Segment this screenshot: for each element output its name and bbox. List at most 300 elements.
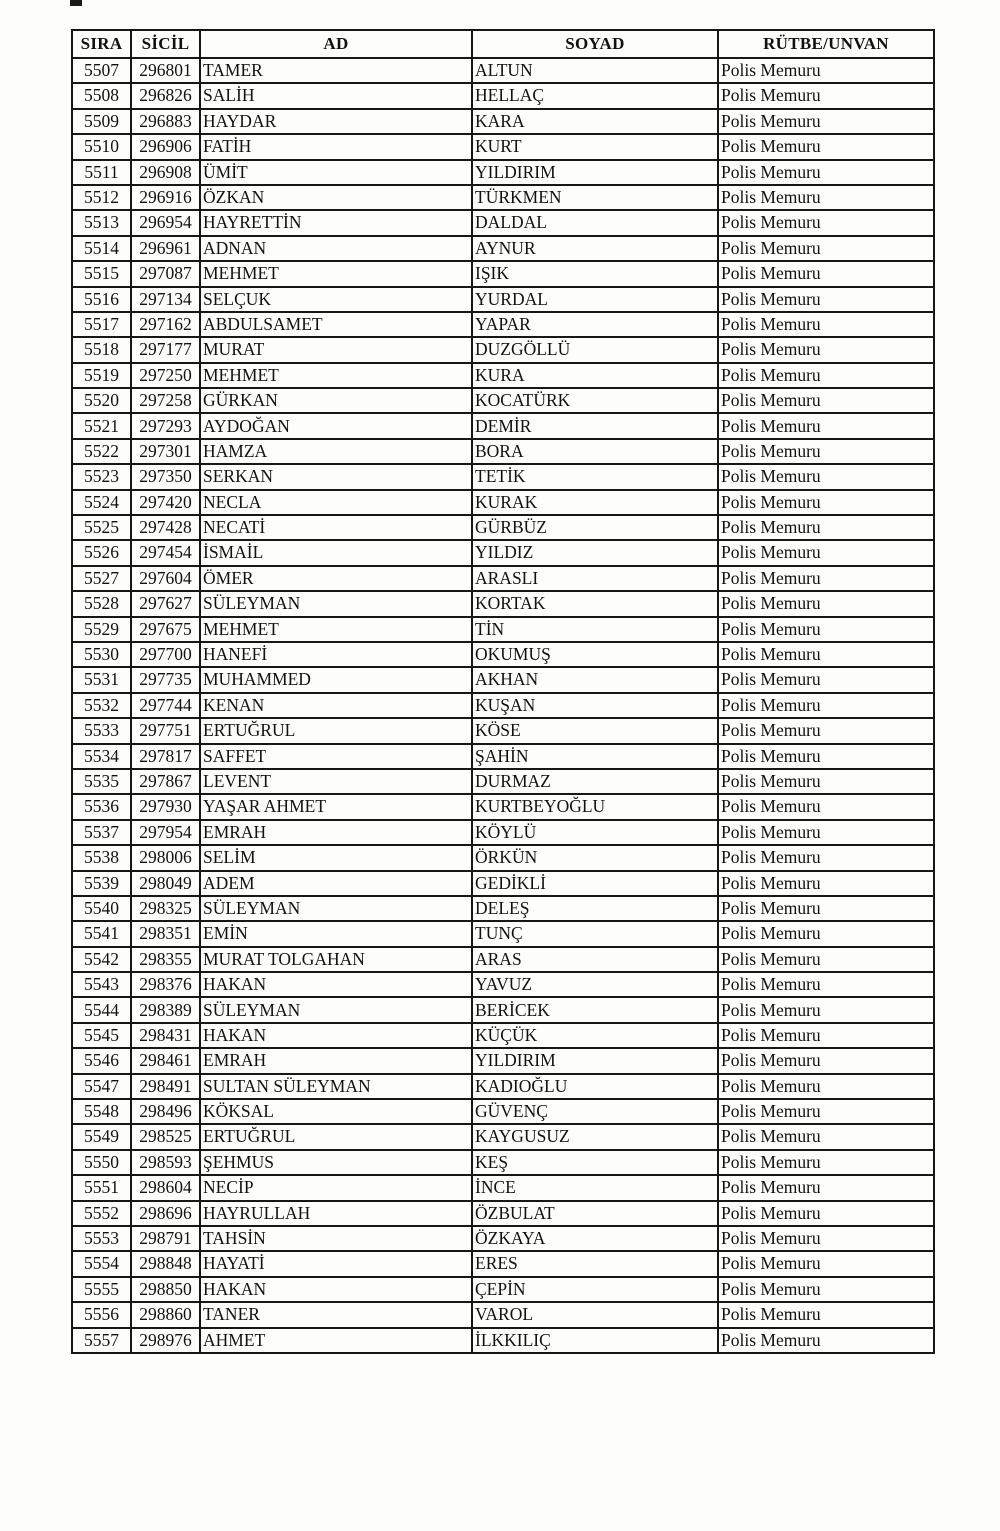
cell-ad: MURAT [200, 337, 472, 362]
table-row [72, 337, 934, 362]
table-row [72, 58, 934, 83]
header-row [72, 30, 934, 58]
cell-rutbe: Polis Memuru [718, 337, 934, 362]
cell-ad: SAFFET [200, 744, 472, 769]
cell-ad: ABDULSAMET [200, 312, 472, 337]
cell-soyad: YILDIRIM [472, 160, 718, 185]
cell-soyad: DEMİR [472, 413, 718, 438]
personnel-table [71, 29, 935, 1354]
cell-sira: 5526 [72, 540, 131, 565]
table-row [72, 1150, 934, 1175]
cell-rutbe: Polis Memuru [718, 287, 934, 312]
cell-soyad: DELEŞ [472, 896, 718, 921]
cell-soyad: KURT [472, 134, 718, 159]
table-row [72, 921, 934, 946]
cell-rutbe: Polis Memuru [718, 947, 934, 972]
cell-sira: 5522 [72, 439, 131, 464]
cell-sicil: 298593 [131, 1150, 200, 1175]
table-row [72, 972, 934, 997]
cell-sicil: 298431 [131, 1023, 200, 1048]
cell-ad: HANEFİ [200, 642, 472, 667]
table-row [72, 287, 934, 312]
cell-sira: 5556 [72, 1302, 131, 1327]
cell-ad: MEHMET [200, 363, 472, 388]
cell-sira: 5532 [72, 693, 131, 718]
cell-sicil: 297930 [131, 794, 200, 819]
cell-soyad: KURTBEYOĞLU [472, 794, 718, 819]
cell-sira: 5549 [72, 1124, 131, 1149]
cell-soyad: KEŞ [472, 1150, 718, 1175]
cell-rutbe: Polis Memuru [718, 490, 934, 515]
cell-rutbe: Polis Memuru [718, 566, 934, 591]
column-header-ad: AD [200, 30, 472, 58]
cell-sicil: 297420 [131, 490, 200, 515]
cell-rutbe: Polis Memuru [718, 439, 934, 464]
cell-sicil: 298355 [131, 947, 200, 972]
cell-sira: 5507 [72, 58, 131, 83]
table-row [72, 896, 934, 921]
cell-sira: 5509 [72, 109, 131, 134]
table-row [72, 439, 934, 464]
cell-ad: SÜLEYMAN [200, 591, 472, 616]
cell-ad: MUHAMMED [200, 667, 472, 692]
cell-sicil: 298049 [131, 871, 200, 896]
cell-rutbe: Polis Memuru [718, 667, 934, 692]
table-row [72, 83, 934, 108]
cell-ad: FATİH [200, 134, 472, 159]
cell-sira: 5542 [72, 947, 131, 972]
column-header-soyad: SOYAD [472, 30, 718, 58]
table-row [72, 540, 934, 565]
cell-soyad: KÖSE [472, 718, 718, 743]
cell-ad: KÖKSAL [200, 1099, 472, 1124]
cell-ad: TANER [200, 1302, 472, 1327]
table-row [72, 591, 934, 616]
cell-rutbe: Polis Memuru [718, 185, 934, 210]
cell-sicil: 297751 [131, 718, 200, 743]
cell-sicil: 296906 [131, 134, 200, 159]
cell-ad: MURAT TOLGAHAN [200, 947, 472, 972]
cell-soyad: YILDIZ [472, 540, 718, 565]
cell-soyad: GÜRBÜZ [472, 515, 718, 540]
cell-ad: NECLA [200, 490, 472, 515]
table-row [72, 871, 934, 896]
table-header [72, 30, 934, 58]
cell-sicil: 297817 [131, 744, 200, 769]
table-row [72, 464, 934, 489]
table-row [72, 413, 934, 438]
cell-rutbe: Polis Memuru [718, 744, 934, 769]
cell-rutbe: Polis Memuru [718, 210, 934, 235]
cell-sicil: 298461 [131, 1048, 200, 1073]
cell-soyad: DURMAZ [472, 769, 718, 794]
cell-rutbe: Polis Memuru [718, 693, 934, 718]
scan-artifact [70, 0, 82, 6]
cell-soyad: BORA [472, 439, 718, 464]
cell-soyad: KAYGUSUZ [472, 1124, 718, 1149]
cell-sicil: 296961 [131, 236, 200, 261]
table-row [72, 109, 934, 134]
cell-soyad: GÜVENÇ [472, 1099, 718, 1124]
cell-soyad: GEDİKLİ [472, 871, 718, 896]
table-row [72, 1124, 934, 1149]
cell-sicil: 297744 [131, 693, 200, 718]
cell-rutbe: Polis Memuru [718, 363, 934, 388]
cell-rutbe: Polis Memuru [718, 540, 934, 565]
table-row [72, 820, 934, 845]
table-row [72, 160, 934, 185]
cell-sira: 5519 [72, 363, 131, 388]
table-row [72, 1251, 934, 1276]
cell-soyad: DUZGÖLLÜ [472, 337, 718, 362]
cell-ad: HAKAN [200, 972, 472, 997]
cell-rutbe: Polis Memuru [718, 921, 934, 946]
cell-ad: NECATİ [200, 515, 472, 540]
cell-sira: 5521 [72, 413, 131, 438]
column-header-sira: SIRA [72, 30, 131, 58]
cell-rutbe: Polis Memuru [718, 464, 934, 489]
cell-ad: HAMZA [200, 439, 472, 464]
cell-rutbe: Polis Memuru [718, 312, 934, 337]
cell-soyad: YURDAL [472, 287, 718, 312]
cell-soyad: IŞIK [472, 261, 718, 286]
cell-soyad: VAROL [472, 1302, 718, 1327]
cell-soyad: ÖZBULAT [472, 1201, 718, 1226]
cell-ad: ÜMİT [200, 160, 472, 185]
cell-soyad: ÇEPİN [472, 1277, 718, 1302]
cell-soyad: YAPAR [472, 312, 718, 337]
cell-ad: MEHMET [200, 617, 472, 642]
cell-sira: 5516 [72, 287, 131, 312]
cell-rutbe: Polis Memuru [718, 718, 934, 743]
cell-sira: 5527 [72, 566, 131, 591]
cell-sicil: 298976 [131, 1328, 200, 1353]
cell-soyad: OKUMUŞ [472, 642, 718, 667]
cell-sicil: 298525 [131, 1124, 200, 1149]
cell-rutbe: Polis Memuru [718, 1328, 934, 1353]
cell-sira: 5530 [72, 642, 131, 667]
cell-ad: SELİM [200, 845, 472, 870]
cell-sicil: 298850 [131, 1277, 200, 1302]
cell-soyad: HELLAÇ [472, 83, 718, 108]
cell-rutbe: Polis Memuru [718, 515, 934, 540]
cell-sira: 5525 [72, 515, 131, 540]
cell-soyad: KOCATÜRK [472, 388, 718, 413]
cell-sicil: 297258 [131, 388, 200, 413]
cell-rutbe: Polis Memuru [718, 997, 934, 1022]
cell-rutbe: Polis Memuru [718, 1277, 934, 1302]
cell-rutbe: Polis Memuru [718, 617, 934, 642]
cell-rutbe: Polis Memuru [718, 261, 934, 286]
cell-ad: ÖZKAN [200, 185, 472, 210]
table-row [72, 363, 934, 388]
cell-sira: 5537 [72, 820, 131, 845]
table-row [72, 210, 934, 235]
cell-soyad: ÖZKAYA [472, 1226, 718, 1251]
cell-sira: 5553 [72, 1226, 131, 1251]
cell-soyad: TUNÇ [472, 921, 718, 946]
cell-sicil: 297162 [131, 312, 200, 337]
cell-sira: 5508 [72, 83, 131, 108]
cell-soyad: İNCE [472, 1175, 718, 1200]
cell-soyad: TİN [472, 617, 718, 642]
cell-rutbe: Polis Memuru [718, 896, 934, 921]
cell-sicil: 296954 [131, 210, 200, 235]
cell-rutbe: Polis Memuru [718, 1251, 934, 1276]
cell-ad: HAKAN [200, 1277, 472, 1302]
cell-ad: ERTUĞRUL [200, 1124, 472, 1149]
table-row [72, 744, 934, 769]
cell-rutbe: Polis Memuru [718, 134, 934, 159]
cell-ad: ERTUĞRUL [200, 718, 472, 743]
column-header-rutbe: RÜTBE/UNVAN [718, 30, 934, 58]
cell-sira: 5512 [72, 185, 131, 210]
cell-rutbe: Polis Memuru [718, 794, 934, 819]
cell-sira: 5511 [72, 160, 131, 185]
cell-soyad: KUŞAN [472, 693, 718, 718]
cell-sicil: 296908 [131, 160, 200, 185]
cell-sira: 5531 [72, 667, 131, 692]
cell-ad: ŞEHMUS [200, 1150, 472, 1175]
table-row [72, 1302, 934, 1327]
cell-sicil: 296916 [131, 185, 200, 210]
table-row [72, 769, 934, 794]
cell-sira: 5548 [72, 1099, 131, 1124]
cell-soyad: İLKKILIÇ [472, 1328, 718, 1353]
table-row [72, 667, 934, 692]
cell-sira: 5555 [72, 1277, 131, 1302]
cell-sicil: 298351 [131, 921, 200, 946]
cell-soyad: AKHAN [472, 667, 718, 692]
cell-rutbe: Polis Memuru [718, 413, 934, 438]
table-row [72, 312, 934, 337]
cell-sira: 5520 [72, 388, 131, 413]
table-row [72, 845, 934, 870]
cell-rutbe: Polis Memuru [718, 769, 934, 794]
cell-soyad: TÜRKMEN [472, 185, 718, 210]
table-row [72, 718, 934, 743]
cell-sira: 5547 [72, 1074, 131, 1099]
cell-ad: EMRAH [200, 820, 472, 845]
cell-sira: 5557 [72, 1328, 131, 1353]
cell-soyad: ŞAHİN [472, 744, 718, 769]
cell-ad: HAYRULLAH [200, 1201, 472, 1226]
cell-soyad: YILDIRIM [472, 1048, 718, 1073]
table-row [72, 134, 934, 159]
cell-ad: LEVENT [200, 769, 472, 794]
cell-soyad: TETİK [472, 464, 718, 489]
cell-ad: KENAN [200, 693, 472, 718]
table-row [72, 693, 934, 718]
cell-ad: MEHMET [200, 261, 472, 286]
cell-sira: 5518 [72, 337, 131, 362]
cell-ad: TAHSİN [200, 1226, 472, 1251]
cell-rutbe: Polis Memuru [718, 58, 934, 83]
cell-sicil: 298376 [131, 972, 200, 997]
cell-rutbe: Polis Memuru [718, 83, 934, 108]
cell-sicil: 298006 [131, 845, 200, 870]
cell-sicil: 297301 [131, 439, 200, 464]
cell-rutbe: Polis Memuru [718, 1150, 934, 1175]
table-row [72, 566, 934, 591]
cell-rutbe: Polis Memuru [718, 871, 934, 896]
cell-sira: 5517 [72, 312, 131, 337]
cell-sira: 5551 [72, 1175, 131, 1200]
table-body [72, 58, 934, 1353]
cell-sira: 5543 [72, 972, 131, 997]
table-row [72, 261, 934, 286]
table-row [72, 794, 934, 819]
cell-sicil: 297700 [131, 642, 200, 667]
cell-sira: 5514 [72, 236, 131, 261]
cell-ad: SÜLEYMAN [200, 896, 472, 921]
cell-sira: 5534 [72, 744, 131, 769]
cell-sicil: 298696 [131, 1201, 200, 1226]
cell-rutbe: Polis Memuru [718, 1201, 934, 1226]
cell-ad: SULTAN SÜLEYMAN [200, 1074, 472, 1099]
cell-ad: HAYDAR [200, 109, 472, 134]
cell-sira: 5533 [72, 718, 131, 743]
cell-soyad: KARA [472, 109, 718, 134]
cell-sicil: 297867 [131, 769, 200, 794]
cell-sicil: 298791 [131, 1226, 200, 1251]
table-row [72, 1023, 934, 1048]
table-row [72, 1226, 934, 1251]
cell-sira: 5523 [72, 464, 131, 489]
cell-sira: 5554 [72, 1251, 131, 1276]
cell-sira: 5546 [72, 1048, 131, 1073]
cell-rutbe: Polis Memuru [718, 1226, 934, 1251]
cell-ad: GÜRKAN [200, 388, 472, 413]
cell-soyad: YAVUZ [472, 972, 718, 997]
cell-sicil: 297428 [131, 515, 200, 540]
cell-soyad: KÖYLÜ [472, 820, 718, 845]
cell-rutbe: Polis Memuru [718, 236, 934, 261]
table-row [72, 642, 934, 667]
cell-sicil: 297350 [131, 464, 200, 489]
cell-sira: 5544 [72, 997, 131, 1022]
cell-rutbe: Polis Memuru [718, 820, 934, 845]
cell-sicil: 297087 [131, 261, 200, 286]
cell-rutbe: Polis Memuru [718, 109, 934, 134]
cell-ad: SÜLEYMAN [200, 997, 472, 1022]
cell-soyad: BERİCEK [472, 997, 718, 1022]
table-row [72, 388, 934, 413]
cell-soyad: ERES [472, 1251, 718, 1276]
cell-sira: 5510 [72, 134, 131, 159]
cell-sicil: 296883 [131, 109, 200, 134]
cell-sicil: 298491 [131, 1074, 200, 1099]
cell-sicil: 298604 [131, 1175, 200, 1200]
cell-ad: ADNAN [200, 236, 472, 261]
cell-ad: SELÇUK [200, 287, 472, 312]
cell-ad: İSMAİL [200, 540, 472, 565]
cell-rutbe: Polis Memuru [718, 1302, 934, 1327]
cell-soyad: ARASLI [472, 566, 718, 591]
cell-sicil: 298496 [131, 1099, 200, 1124]
cell-sicil: 296826 [131, 83, 200, 108]
cell-rutbe: Polis Memuru [718, 160, 934, 185]
cell-sicil: 297604 [131, 566, 200, 591]
cell-soyad: KÜÇÜK [472, 1023, 718, 1048]
cell-soyad: DALDAL [472, 210, 718, 235]
cell-ad: TAMER [200, 58, 472, 83]
cell-sira: 5529 [72, 617, 131, 642]
cell-sira: 5541 [72, 921, 131, 946]
cell-ad: SERKAN [200, 464, 472, 489]
table-row [72, 490, 934, 515]
cell-rutbe: Polis Memuru [718, 845, 934, 870]
cell-sira: 5524 [72, 490, 131, 515]
cell-sicil: 297627 [131, 591, 200, 616]
cell-ad: ADEM [200, 871, 472, 896]
cell-sicil: 298860 [131, 1302, 200, 1327]
cell-sira: 5539 [72, 871, 131, 896]
cell-sicil: 297454 [131, 540, 200, 565]
cell-ad: SALİH [200, 83, 472, 108]
cell-ad: YAŞAR AHMET [200, 794, 472, 819]
cell-sicil: 297250 [131, 363, 200, 388]
cell-sira: 5513 [72, 210, 131, 235]
cell-soyad: KORTAK [472, 591, 718, 616]
table-row [72, 1277, 934, 1302]
cell-rutbe: Polis Memuru [718, 1023, 934, 1048]
cell-sicil: 298848 [131, 1251, 200, 1276]
cell-rutbe: Polis Memuru [718, 642, 934, 667]
cell-rutbe: Polis Memuru [718, 1074, 934, 1099]
cell-ad: EMRAH [200, 1048, 472, 1073]
cell-sira: 5545 [72, 1023, 131, 1048]
cell-sira: 5538 [72, 845, 131, 870]
cell-sicil: 296801 [131, 58, 200, 83]
table-row [72, 236, 934, 261]
cell-sira: 5552 [72, 1201, 131, 1226]
cell-sicil: 297954 [131, 820, 200, 845]
cell-sicil: 297735 [131, 667, 200, 692]
cell-ad: HAYATİ [200, 1251, 472, 1276]
cell-soyad: ALTUN [472, 58, 718, 83]
cell-sira: 5535 [72, 769, 131, 794]
cell-ad: AHMET [200, 1328, 472, 1353]
cell-soyad: AYNUR [472, 236, 718, 261]
table-row [72, 947, 934, 972]
cell-sicil: 297293 [131, 413, 200, 438]
cell-ad: EMİN [200, 921, 472, 946]
cell-sicil: 298325 [131, 896, 200, 921]
table-row [72, 1048, 934, 1073]
table-row [72, 515, 934, 540]
cell-rutbe: Polis Memuru [718, 1175, 934, 1200]
table-row [72, 185, 934, 210]
cell-sira: 5536 [72, 794, 131, 819]
cell-soyad: KADIOĞLU [472, 1074, 718, 1099]
cell-ad: HAKAN [200, 1023, 472, 1048]
cell-sicil: 297177 [131, 337, 200, 362]
cell-rutbe: Polis Memuru [718, 388, 934, 413]
cell-ad: ÖMER [200, 566, 472, 591]
cell-sicil: 297134 [131, 287, 200, 312]
column-header-sicil: SİCİL [131, 30, 200, 58]
cell-rutbe: Polis Memuru [718, 1124, 934, 1149]
table-row [72, 1099, 934, 1124]
table-row [72, 1074, 934, 1099]
table-row [72, 997, 934, 1022]
cell-sira: 5515 [72, 261, 131, 286]
cell-ad: NECİP [200, 1175, 472, 1200]
table-row [72, 1328, 934, 1353]
cell-sira: 5528 [72, 591, 131, 616]
cell-soyad: KURAK [472, 490, 718, 515]
